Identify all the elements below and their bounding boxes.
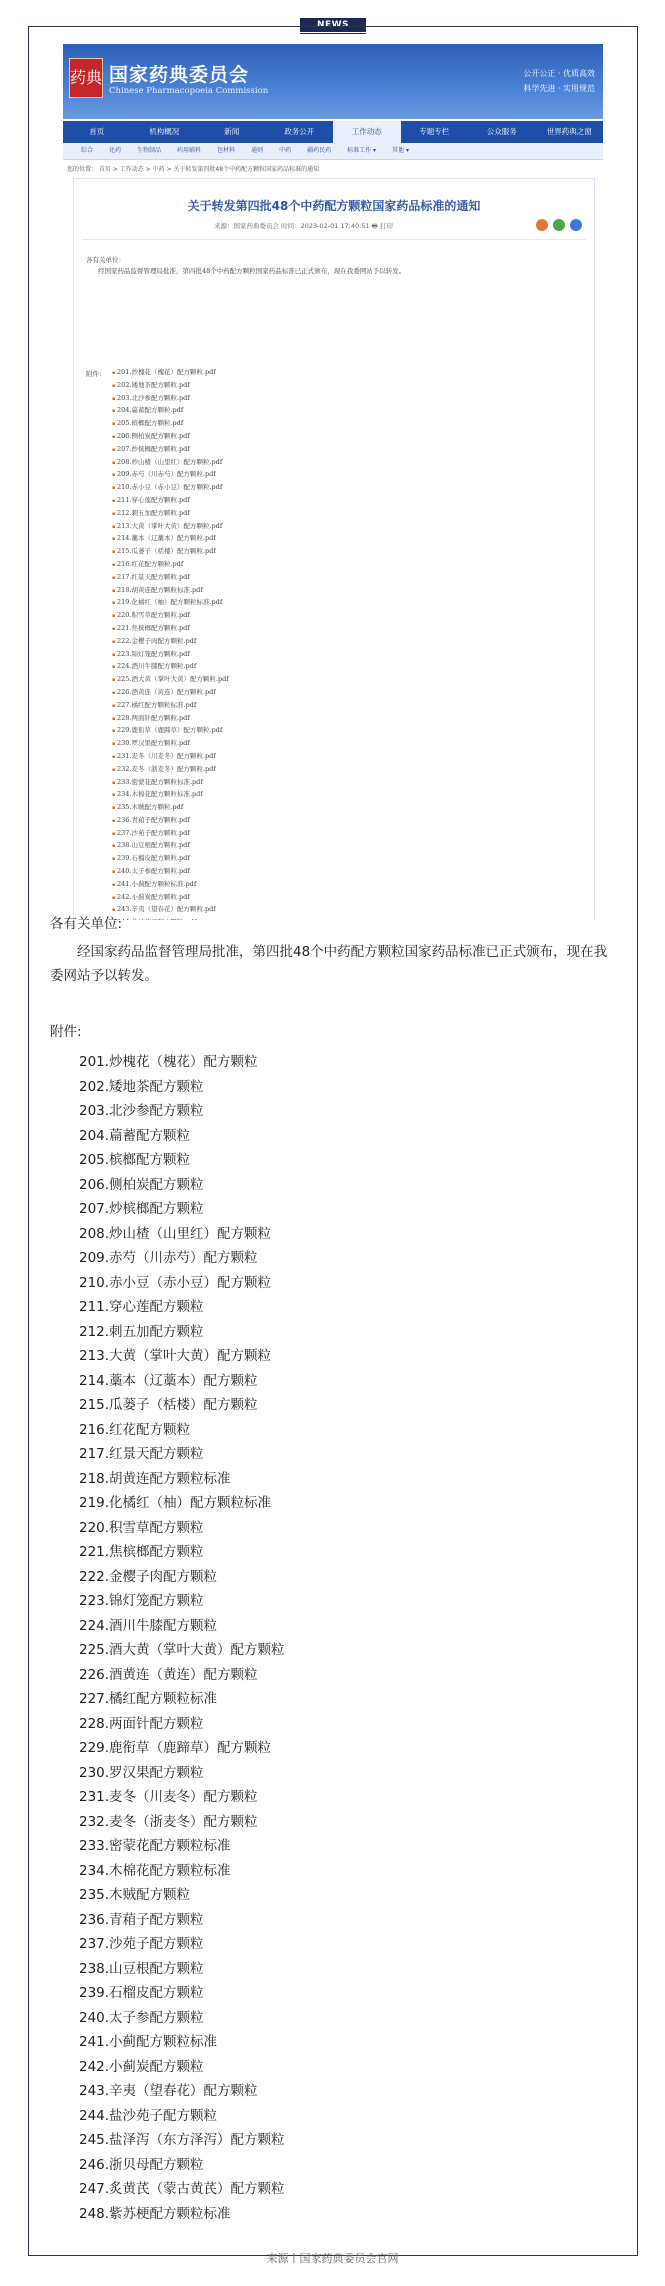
attachment-item: 222.金樱子肉配方颗粒 [79, 1568, 218, 1585]
subnav-item[interactable]: 化药 [109, 147, 122, 154]
attachment-item: 225.酒大黄（掌叶大黄）配方颗粒 [79, 1642, 285, 1658]
subnav-item[interactable]: 综合 [81, 147, 94, 154]
share-icons [536, 219, 582, 231]
attachment-file-link[interactable]: ▪ 235.木贼配方颗粒.pdf [112, 802, 229, 815]
attachment-file-link[interactable]: ▪ 239.石榴皮配方颗粒.pdf [112, 853, 229, 866]
attachment-file-link[interactable]: ▪ 243.辛夷（望春花）配方颗粒.pdf [112, 904, 229, 917]
breadcrumb: 您的位置： 首页 > 工作动态 > 中药 > 关于转发第四批48个中药配方颗粒国家药品标准的通知 [67, 166, 320, 173]
attachment-file-link[interactable]: ▪ 223.锦灯笼配方颗粒.pdf [112, 649, 229, 662]
attachment-file-link[interactable]: ▪ 242.小蓟炭配方颗粒.pdf [112, 892, 229, 905]
top-slogans [523, 66, 595, 96]
attachment-file-link[interactable]: ▪ 213.大黄（掌叶大黄）配方颗粒.pdf [112, 521, 229, 534]
attachment-item: 229.鹿衔草（鹿蹄草）配方颗粒 [79, 1740, 272, 1756]
attachment-file-link[interactable]: ▪ 225.酒大黄（掌叶大黄）配方颗粒.pdf [112, 674, 229, 687]
nav-item-world[interactable]: 世界药典之窗 [546, 127, 592, 136]
attachment-item: 215.瓜蒌子（栝楼）配方颗粒 [79, 1397, 258, 1413]
logo[interactable] [69, 58, 103, 98]
nav-item-public[interactable]: 公众服务 [486, 127, 517, 136]
article-paragraph: 经国家药品监督管理局批准，第四批48个中药配方颗粒国家药品标准已正式颁布，现在我委网站予以转发。 [98, 267, 406, 275]
article-greeting: 各有关单位： [86, 256, 125, 264]
attachment-item: 219.化橘红（柚）配方颗粒标准 [79, 1495, 272, 1511]
attachment-file-link[interactable]: ▪ 208.炒山楂（山里红）配方颗粒.pdf [112, 457, 229, 470]
qzone-icon[interactable] [570, 219, 582, 231]
attachment-file-link[interactable]: ▪ 202.矮地茶配方颗粒.pdf [112, 380, 229, 393]
subnav-item[interactable]: 标准工作 ▾ [347, 147, 377, 154]
attachment-file-link[interactable]: ▪ 236.青葙子配方颗粒.pdf [112, 815, 229, 828]
attachment-item: 234.木棉花配方颗粒标准 [79, 1862, 231, 1879]
attachment-file-link[interactable]: ▪ 226.酒黄连（黄连）配方颗粒.pdf [112, 687, 229, 700]
attachment-file-link[interactable]: ▪ 234.木棉花配方颗粒标准.pdf [112, 789, 229, 802]
attachment-item: 213.大黄（掌叶大黄）配方颗粒 [79, 1348, 272, 1364]
attachment-file-link[interactable]: ▪ 212.刺五加配方颗粒.pdf [112, 508, 229, 521]
attachment-item: 241.小蓟配方颗粒标准 [79, 2034, 218, 2050]
slogan: 公开公正 · 优质高效 [523, 69, 595, 78]
article-body [86, 255, 405, 277]
attachment-file-link[interactable]: ▪ 209.赤芍（川赤芍）配方颗粒.pdf [112, 469, 229, 482]
subnav-item[interactable]: 药用辅料 [177, 147, 202, 154]
attachment-file-link[interactable]: ▪ 217.红景天配方颗粒.pdf [112, 572, 229, 585]
attachment-item: 209.赤芍（川赤芍）配方颗粒 [79, 1250, 258, 1266]
nav-item-news[interactable]: 新闻 [224, 127, 240, 136]
attachment-file-link[interactable]: ▪ 204.萹蓄配方颗粒.pdf [112, 405, 229, 418]
attachment-file-link[interactable]: ▪ 218.胡黄连配方颗粒标准.pdf [112, 585, 229, 598]
attachment-item: 210.赤小豆（赤小豆）配方颗粒 [79, 1274, 272, 1291]
attachment-item: 248.紫苏梗配方颗粒标准 [79, 2205, 231, 2222]
divider [82, 239, 586, 240]
attachment-file-link[interactable]: ▪ 205.槟榔配方颗粒.pdf [112, 418, 229, 431]
attachment-item: 235.木贼配方颗粒 [79, 1887, 191, 1903]
attachment-file-link[interactable]: ▪ 214.藁本（辽藁本）配方颗粒.pdf [112, 533, 229, 546]
attachment-file-link[interactable]: ▪ 203.北沙参配方颗粒.pdf [112, 393, 229, 406]
attachment-file-link[interactable]: ▪ 231.麦冬（川麦冬）配方颗粒.pdf [112, 751, 229, 764]
nav-item-home[interactable]: 首页 [89, 127, 105, 136]
attachment-file-link[interactable]: ▪ 207.炒槟榔配方颗粒.pdf [112, 444, 229, 457]
attachment-item: 228.两面针配方颗粒 [79, 1715, 204, 1732]
attachment-item: 240.太子参配方颗粒 [79, 2009, 204, 2026]
attachment-item: 243.辛夷（望春花）配方颗粒 [79, 2083, 258, 2099]
attachment-item: 237.沙苑子配方颗粒 [79, 1936, 204, 1952]
attachment-file-link[interactable]: ▪ 238.山豆根配方颗粒.pdf [112, 840, 229, 853]
attachment-file-link[interactable]: ▪ 221.焦槟榔配方颗粒.pdf [112, 623, 229, 636]
attachment-item: 221.焦槟榔配方颗粒 [79, 1544, 204, 1560]
attachment-heading: 附件: [50, 1024, 82, 1040]
attachment-file-link[interactable]: ▪ 222.金樱子肉配方颗粒.pdf [112, 636, 229, 649]
slogan: 科学先进 · 实用规范 [523, 84, 595, 93]
attachment-file-link[interactable]: ▪ 224.酒川牛膝配方颗粒.pdf [112, 661, 229, 674]
notice-text: 经国家药品监督管理局批准，第四批48个中药配方颗粒国家药品标准已正式颁布，现在我委网站予以转发。 [50, 944, 608, 984]
attachment-file-link[interactable]: ▪ 233.密蒙花配方颗粒标准.pdf [112, 777, 229, 790]
subnav-item[interactable]: 通则 [251, 147, 264, 154]
greeting: 各有关单位: [50, 916, 123, 932]
article-meta: 来源：国家药典委员会 时间：2023-02-01 17:40:51 🖶 打印 [214, 222, 393, 230]
attachment-item: 246.浙贝母配方颗粒 [79, 2156, 204, 2173]
notice-paragraph [50, 940, 620, 988]
attachment-item: 231.麦冬（川麦冬）配方颗粒 [79, 1789, 258, 1805]
weibo-icon[interactable] [536, 219, 548, 231]
attachment-file-link[interactable]: ▪ 210.赤小豆（赤小豆）配方颗粒.pdf [112, 482, 229, 495]
attachment-file-link[interactable]: ▪ 237.沙苑子配方颗粒.pdf [112, 828, 229, 841]
source-credit: 来源丨国家药典委员会官网 [266, 2252, 399, 2265]
attachment-file-link[interactable]: ▪ 241.小蓟配方颗粒标准.pdf [112, 879, 229, 892]
attachment-item: 211.穿心莲配方颗粒 [79, 1299, 204, 1315]
attachment-item: 204.萹蓄配方颗粒 [79, 1127, 191, 1144]
main-nav [63, 121, 603, 143]
attachment-file-link[interactable]: ▪ 201.炒槐花（槐花）配方颗粒.pdf [112, 367, 229, 380]
attachment-file-link[interactable]: ▪ 219.化橘红（柚）配方颗粒标准.pdf [112, 597, 229, 610]
attachment-item: 224.酒川牛膝配方颗粒 [79, 1617, 218, 1634]
attachment-file-link[interactable]: ▪ 232.麦冬（浙麦冬）配方颗粒.pdf [112, 764, 229, 777]
attachment-item: 218.胡黄连配方颗粒标准 [79, 1470, 231, 1487]
nav-item-topics[interactable]: 专题专栏 [419, 127, 450, 136]
subnav-item[interactable]: 生物制品 [137, 147, 162, 154]
attachment-file-link[interactable] [112, 917, 229, 920]
site-subtitle: Chinese Pharmacopoeia Commission [109, 86, 269, 96]
attachment-file-list [112, 367, 229, 920]
attachment-file-link[interactable]: ▪ 229.鹿衔草（鹿蹄草）配方颗粒.pdf [112, 725, 229, 738]
subnav-item[interactable]: 其他 ▾ [392, 147, 409, 154]
attachment-item: 203.北沙参配方颗粒 [79, 1103, 204, 1119]
attachment-item: 205.槟榔配方颗粒 [79, 1152, 191, 1168]
attachment-item: 247.炙黄芪（蒙古黄芪）配方颗粒 [79, 2181, 285, 2197]
attachment-item: 244.盐沙苑子配方颗粒 [79, 2107, 218, 2124]
website-screenshot [63, 44, 603, 920]
nav-item-work[interactable]: 工作动态 [333, 121, 401, 143]
attachment-item: 202.矮地茶配方颗粒 [79, 1078, 204, 1095]
logo-mark: 药典 [70, 68, 103, 87]
attachment-item: 223.锦灯笼配方颗粒 [79, 1593, 204, 1609]
attachment-item: 233.密蒙花配方颗粒标准 [79, 1838, 231, 1854]
attachment-item: 232.麦冬（浙麦冬）配方颗粒 [79, 1813, 258, 1830]
site-header [63, 44, 603, 119]
sub-nav [63, 143, 603, 160]
attachment-item: 238.山豆根配方颗粒 [79, 1960, 204, 1977]
attachment-item: 216.红花配方颗粒 [79, 1421, 191, 1438]
subnav-item[interactable]: 包材料 [217, 147, 236, 154]
subnav-item[interactable]: 疆药民药 [307, 147, 332, 154]
attachment-file-link[interactable]: ▪ 240.太子参配方颗粒.pdf [112, 866, 229, 879]
attachment-item: 236.青葙子配方颗粒 [79, 1911, 204, 1928]
nav-item-about[interactable]: 机构概况 [149, 127, 180, 136]
attachment-file-link[interactable]: ▪ 215.瓜蒌子（栝楼）配方颗粒.pdf [112, 546, 229, 559]
attachment-item: 239.石榴皮配方颗粒 [79, 1985, 204, 2001]
attachment-item: 242.小蓟炭配方颗粒 [79, 2058, 204, 2075]
attachment-item: 214.藁本（辽藁本）配方颗粒 [79, 1372, 258, 1389]
attachment-file-link[interactable]: ▪ 230.罗汉果配方颗粒.pdf [112, 738, 229, 751]
article-panel [73, 178, 595, 920]
attachment-file-link[interactable]: ▪ 211.穿心莲配方颗粒.pdf [112, 495, 229, 508]
article-title: 关于转发第四批48个中药配方颗粒国家药品标准的通知 [187, 199, 481, 213]
attachment-item: 220.积雪草配方颗粒 [79, 1519, 204, 1536]
attachment-item: 201.炒槐花（槐花）配方颗粒 [79, 1054, 258, 1070]
attachment-file-link[interactable]: ▪ 206.侧柏炭配方颗粒.pdf [112, 431, 229, 444]
news-label: NEWS [300, 18, 366, 32]
attachment-label: 附件： [86, 370, 106, 378]
attachment-item: 226.酒黄连（黄连）配方颗粒 [79, 1666, 258, 1683]
site-title: 国家药典委员会 [109, 64, 250, 86]
attachment-item: 208.炒山楂（山里红）配方颗粒 [79, 1225, 272, 1242]
attachment-item: 227.橘红配方颗粒标准 [79, 1691, 218, 1707]
attachment-list [79, 1050, 285, 2226]
attachment-file-link[interactable]: ▪ 228.两面针配方颗粒.pdf [112, 713, 229, 726]
subnav-item[interactable]: 中药 [279, 147, 292, 154]
attachment-file-link[interactable]: ▪ 220.积雪草配方颗粒.pdf [112, 610, 229, 623]
attachment-file-link[interactable]: ▪ 216.红花配方颗粒.pdf [112, 559, 229, 572]
wechat-icon[interactable] [553, 219, 565, 231]
attachment-item: 206.侧柏炭配方颗粒 [79, 1176, 204, 1193]
attachment-item: 230.罗汉果配方颗粒 [79, 1764, 204, 1781]
attachment-item: 207.炒槟榔配方颗粒 [79, 1201, 204, 1217]
attachment-item: 245.盐泽泻（东方泽泻）配方颗粒 [79, 2132, 285, 2148]
nav-item-gov[interactable]: 政务公开 [284, 127, 315, 136]
attachment-item: 212.刺五加配方颗粒 [79, 1323, 204, 1340]
attachment-file-link[interactable]: ▪ 227.橘红配方颗粒标准.pdf [112, 700, 229, 713]
attachment-item: 217.红景天配方颗粒 [79, 1446, 204, 1462]
